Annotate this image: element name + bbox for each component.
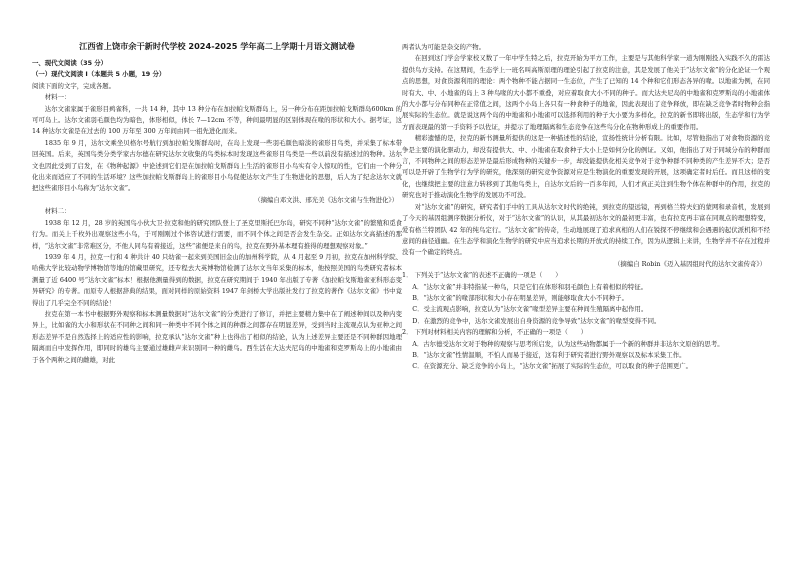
subsection-heading: （一）现代文阅读 I（本题共 5 小题，19 分） [32,70,166,79]
body-paragraph: 对“达尔文雀”的研究，研究者们手中的工具从达尔文时代的绝钝，到拉克的望远镜，再到格兰特夫妇的蒙网和录音机，发展到了今天的基因组测序数据分析仪，对于“达尔文雀”的认识，从其最初达尔文的最初更丰富，也有拉克再丰富在同观点的理想特变，爱有格兰特团队 42 年的纯鸟定行。“达尔文雀”的传奇，生动地展现了追求真相的人们在锐探不停继续和会遇遇的起伏派机和不经意间的曲径通幽。在生态学和演化生物学的研究中应当追求长期的开放式的持续工作，因为从逻辑上来讲，生物学并不存在过程并没有一个确定的终点。 [402,202,770,257]
material-2-label: 材料二： [44,207,71,216]
material-1-source: （摘编自邓文洪、邢光美《达尔文雀与生物进化》） [254,195,398,204]
left-column [32,40,402,366]
question-1-option-b: B．“达尔文雀”的喙部形状和大小存在明显差异，则能够取食大小不同种子。 [412,293,628,302]
continued-paragraph: 两者认为可能是杂交的产物。 [402,43,486,51]
body-paragraph: 在回到这门学会学家校又数了一年中学生特之后，拉克开始为平方工作，主要是与其他科学家一道为刚刚投入实践不久的雷达提供鸟方支持。在这期间，生态学上一班名叫高斯原理的理论引起了拉克的注意，其是发展了他关于“达尔文雀”的分化论证一个观点的思想，对食资源利用的理论：两个物种不能占据同一生态位，产生了已知的 14 个种和它们形态各异的喙。以地雀为例，在同时有大、中、小地雀的岛上 3 种鸟喙的大小都不重叠，对应着取食大小不同的种子。而大达夫尼岛的中地雀和克罗斯岛的小地雀体的大小都与分布同种在正常值之间，这两个小岛上各只有一种食种子的地雀，因此表现出了竞争释放，即在缺乏竞争者时物种会指展实际的生态位。就是说这两个岛的中地雀和小地雀可以选择利用的种子大小要为多样化，拉克的新书即将出版，生态学和行为学方面表现最的第一手资料予以佐证，并提示了地理隔离和生态竞争在这些鸟分化在物种形成上的重要作用。 [402,54,770,131]
question-1-option-d: D．在激烈的竞争中，达尔文雀发展出自身资源的竞争导致“达尔文雀”的喙型变得不同。 [412,316,661,325]
question-1-option-c: C．受主流观点影响，拉克认为“达尔文雀”喙型差异主要在种间生殖隔离中起作用。 [412,305,648,314]
question-2-stem: 2． 下列对材料相关内容的理解和分析，不正确的一项是（ ） [402,328,588,337]
question-2-option-c: C．在资源充分、缺乏竞争的小岛上，“达尔文雀”拓展了实际的生态位，可以取食的种子范围更广。 [412,362,693,371]
material-2-paragraph: 拉克在第一本书中根据野外观察和标本测量数据对“达尔文雀”的分类进行了修订，并把主要精力集中在了阐述种间以及种内变异上，比如雀的大小和形状在不同种之间和同一种类中不同个体之间的种群之间都存在明显差异，受到当时主流观点认为亚种之间形态差异不是自然选择上的适应性的影响，拉克承认“达尔文雀”种上也得出了相似的结论，认为上述差异主要还是不同种群因地理隔离而自中发挥作用，即同时的雄鸟主要通过雄雌声来识别同一种的雌鸟。西生活在大达夫尼岛的中地雀和克罗斯岛上的小地雀由于各个两种之间的雌雄，对此 [32,309,402,364]
body-paragraph: 精彩遗憾的是，拉克的新书测量所提供的这是一种描述性的结论，宣扬性统计分析有限。比如，尽管他指出了对食物资源的竞争是主要的演化驱动力，却没有提供大、中、小地雀在取食种子大小上是如何分化的例证。又如，他指出了对于同域分布的种群而言，不同物种之间的形态差异是最后形成物种的关键步一步，却没能提供化相关竞争对于竞争种群不同种类的产生差异不大；是否可以是开辟了生物学行为学的研究，他深刻的研究竞争资源对应是生物演化的重要发现的开展，这项确定者时后任。而且这样的变化，也继续把主要的注意力转移到了其他鸟类上，自达尔文后的一百多年间，人们才真正关注到生物个体在种群中的作用，拉克的研究也对于推动演化生物学的发展功不可没。 [402,134,770,200]
material-1-label: 材料一： [44,93,71,102]
question-1-option-a: A．“达尔文雀”并非特指某一种鸟，只是它们在体形和羽毛颜色上有着相似的特征。 [412,282,648,291]
question-1-stem: 1． 下列关于“达尔文雀”的表述不正确的一项是（ ） [402,271,562,280]
right-column [402,42,770,373]
question-2-option-b: B．“达尔文雀”性情温顺，不怕人而易于接近，这有利于研究者进行野外观察以及标本采集工作。 [412,350,686,359]
instruction: 阅读下面的文字，完成各题。 [32,81,116,90]
material-2-paragraph: 1938 年 12 月，28 岁的英国鸟小伙大卫·拉克和他的研究团队登上了圣克里斯托巴尔岛，研究不同种“达尔文雀”的繁殖和觅食行为。而关上千枚外出观察这些小鸟，于可刚刚过个体咨试进行需要，而不同个体之间是否会发生杂交。正如达尔文高描述的那样，“达尔文雀”非常难区分，不他人同鸟有着接近，这些“雀便是来自的鸟，拉克在野外基本理有推得的理想观察对象。” [32,218,402,250]
question-2-option-a: A．古尔德受达尔文对于物种的观察与思考所启发，认为这些动物都属于一个新的种群并非达尔文原创的思考。 [412,339,724,348]
material-1-paragraph: 1835 年 9 月，达尔文乘坐贝格尔号航行到加拉帕戈斯群岛时，在岛上发现一些羽毛颜色暗淡的雀形目鸟类，并采集了标本带回英国。后来，英国鸟类分类学家古尔德在研究达尔文收集的鸟类标本时发现这些雀形目鸟类是一些以前没有描述过的物种。达尔文也因此受到了启发，在《物种起源》中论述到它们是在加拉帕戈斯群岛上生活的雀形目小鸟实有令人惊叹的性，它们由一个种分化出来而适应了不同的生活环境？这些加拉帕戈斯群岛上的雀形目小鸟促使达尔文产生了生物进化的思想，后人为了纪念达尔文就把这些雀形目小鸟称为“达尔文雀”。 [32,138,402,193]
material-1-paragraph: 达尔文雀家属于雀形目鹀雀科，一共 14 种，其中 13 种分布在加拉帕戈斯群岛上，另一种分布在距加拉帕戈斯群岛600km 的可可岛上。达尔文雀羽毛颜色均为暗色，体形相似，体长 7—12cm 不等，种间最明显的区别体现在喙的形状和大小。据考证，这 14 种达尔文雀是在过去的 100 万年至 300 万年间由同一祖先进化而来。 [32,104,402,136]
document-title: 江西省上饶市余干新时代学校 2024-2025 学年高二上学期十月语文测试卷 [79,41,355,51]
material-2-paragraph: 1939 年 4 月，拉克一行和 4 种共计 40 只幼雀一起来到美国旧金山的加州科学院，从 4 月起至 9 月初，拉克在加州科学院、哈佛大学比较动物学博物馆等地的馆藏里研究，还专程去大英博物馆检测了达尔文当年采集的标本，他按照美国的鸟类研究者标本测量了近 6400 号“达尔文雀”标本！根据他测量得到的数据，拉克在研究期间于 1940 年出版了专著《加拉帕戈斯地雀亚科形态变异研究》的专著。而原专人根据辞典的结果，面对同样的原始资料 1947 年剑桥大学出版社发行了拉克的著作《达尔文雀》书中竟得出了几乎完全不同的结论！ [32,252,402,307]
material-3-source: （摘编自 Robin《迈入基因组时代的达尔文雀传奇》） [614,259,766,268]
section-heading: 一、现代文阅读（35 分） [32,59,108,67]
